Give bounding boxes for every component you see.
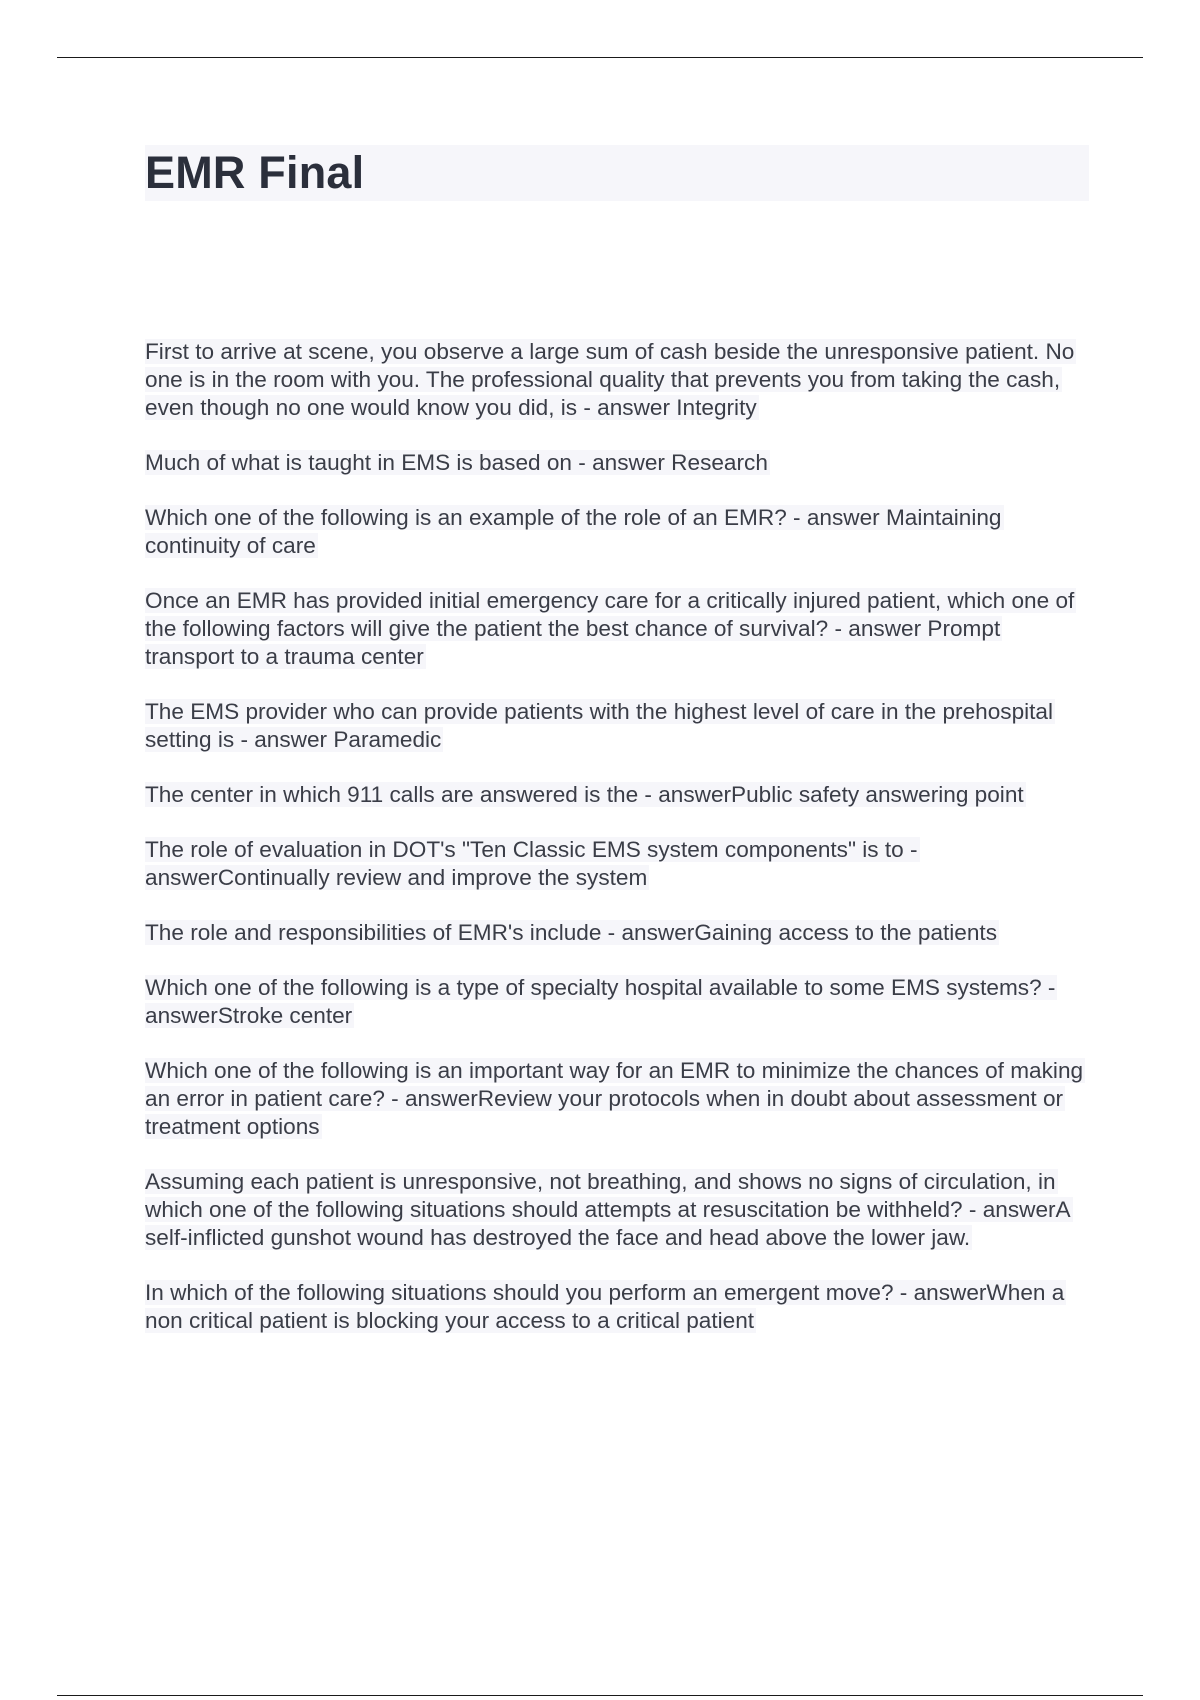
qa-item [145,974,1090,1030]
qa-item [145,1057,1090,1141]
qa-item [145,504,1090,560]
qa-item [145,698,1090,754]
top-rule [57,57,1143,58]
qa-item [145,836,1090,892]
qa-item [145,449,1090,477]
qa-text: The role of evaluation in DOT's "Ten Classic EMS system components" is to - answerContinually review and improve the system [145,837,918,890]
qa-text: The EMS provider who can provide patients with the highest level of care in the prehospital setting is - answer Paramedic [145,699,1054,752]
qa-item [145,338,1090,422]
qa-text: First to arrive at scene, you observe a large sum of cash beside the unresponsive patient. No one is in the room with you. The professional quality that prevents you from taking the cash, even though no one would know you did, is - answer Integrity [145,339,1075,420]
bottom-rule [57,1695,1143,1696]
qa-text: Which one of the following is an important way for an EMR to minimize the chances of making an error in patient care? - answerReview your protocols when in doubt about assessment or treatment options [145,1058,1084,1139]
qa-text: In which of the following situations should you perform an emergent move? - answerWhen a non critical patient is blocking your access to a critical patient [145,1280,1065,1333]
qa-list [145,338,1090,1362]
qa-item [145,587,1090,671]
qa-text: Much of what is taught in EMS is based on - answer Research [145,450,768,475]
qa-text: Which one of the following is an example of the role of an EMR? - answer Maintaining continuity of care [145,505,1002,558]
page-title: EMR Final [145,147,365,198]
qa-text: The center in which 911 calls are answered is the - answerPublic safety answering point [145,782,1024,807]
qa-text: Which one of the following is a type of specialty hospital available to some EMS systems? - answerStroke center [145,975,1056,1028]
qa-item [145,919,1090,947]
title-block [145,145,1089,201]
qa-item [145,781,1090,809]
qa-text: Assuming each patient is unresponsive, not breathing, and shows no signs of circulation, in which one of the following situations should attempts at resuscitation be withheld? - answerA self-inflicted gunshot wound has destroyed the face and head above the lower jaw. [145,1169,1071,1250]
qa-text: Once an EMR has provided initial emergency care for a critically injured patient, which one of the following factors will give the patient the best chance of survival? - answer Prompt transport to a trauma center [145,588,1075,669]
qa-item [145,1168,1090,1252]
qa-text: The role and responsibilities of EMR's include - answerGaining access to the patients [145,920,998,945]
qa-item [145,1279,1090,1335]
